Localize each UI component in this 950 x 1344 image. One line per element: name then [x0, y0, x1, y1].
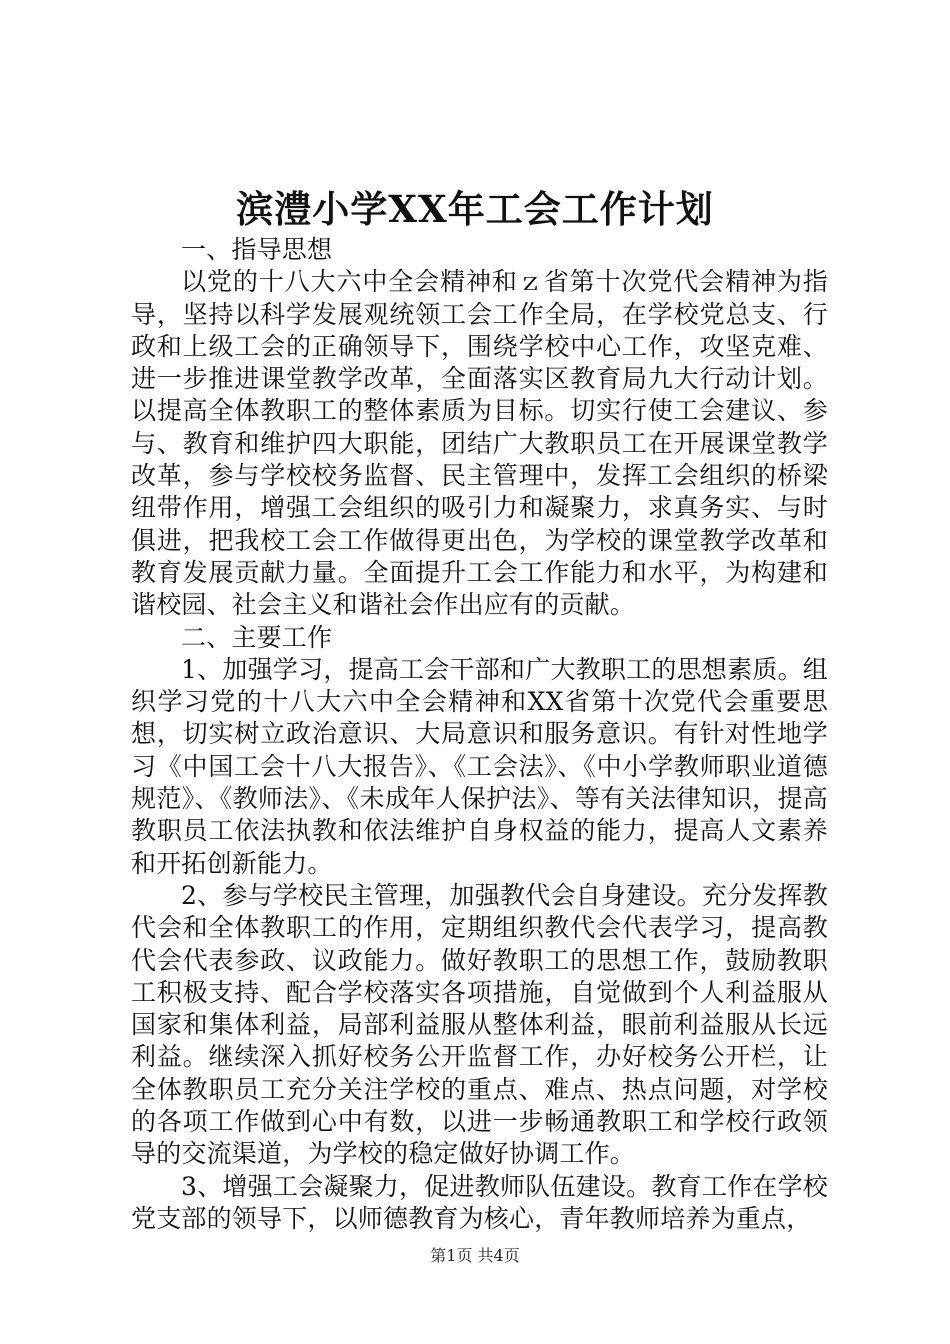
paragraph-main-work-3: 3、增强工会凝聚力，促进教师队伍建设。教育工作在学校党支部的领导下，以师德教育为核心，青年教师培养为重点， [131, 1171, 828, 1233]
paragraph-main-work-1: 1、加强学习，提高工会干部和广大教职工的思想素质。组织学习党的十八大六中全会精神和XX省第十次党代会重要思想，切实树立政治意识、大局意识和服务意识。有针对性地学习《中国工会十八大报告》、《工会法》、《中小学教师职业道德规范》、《教师法》、《未成年人保护法》、等有关法律知识，提高教职员工依法执教和依法维护自身权益的能力，提高人文素养和开拓创新能力。 [131, 654, 828, 878]
paragraph-main-work-2: 2、参与学校民主管理，加强教代会自身建设。充分发挥教代会和全体教职工的作用，定期组织教代会代表学习，提高教代会代表参政、议政能力。做好教职工的思想工作，鼓励教职工积极支持、配合学校落实各项措施，自觉做到个人利益服从国家和集体利益，局部利益服从整体利益，眼前利益服从长远利益。继续深入抓好校务公开监督工作，办好校务公开栏，让全体教职员工充分关注学校的重点、难点、热点问题，对学校的各项工作做到心中有数，以进一步畅通教职工和学校行政领导的交流渠道，为学校的稳定做好协调工作。 [131, 880, 828, 1169]
section-heading-guiding-ideology: 一、指导思想 [181, 235, 333, 264]
section-heading-main-work: 二、主要工作 [181, 622, 333, 652]
paragraph-guiding-ideology: 以党的十八大六中全会精神和ｚ省第十次党代会精神为指导，坚持以科学发展观统领工会工作全局，在学校党总支、行政和上级工会的正确领导下，围绕学校中心工作，攻坚克难、进一步推进课堂教学改革，全面落实区教育局九大行动计划。以提高全体教职工的整体素质为目标。切实行使工会建议、参与、教育和维护四大职能，团结广大教职员工在开展课堂教学改革，参与学校校务监督、民主管理中，发挥工会组织的桥梁纽带作用，增强工会组织的吸引力和凝聚力，求真务实、与时俱进，把我校工会工作做得更出色，为学校的课堂教学改革和教育发展贡献力量。全面提升工会工作能力和水平，为构建和谐校园、社会主义和谐社会作出应有的贡献。 [131, 267, 828, 620]
document-title: 滨澧小学XX年工会工作计划 [236, 187, 714, 231]
page-number-footer: 第1页 共4页 [430, 1246, 520, 1265]
document-body [131, 234, 828, 1235]
